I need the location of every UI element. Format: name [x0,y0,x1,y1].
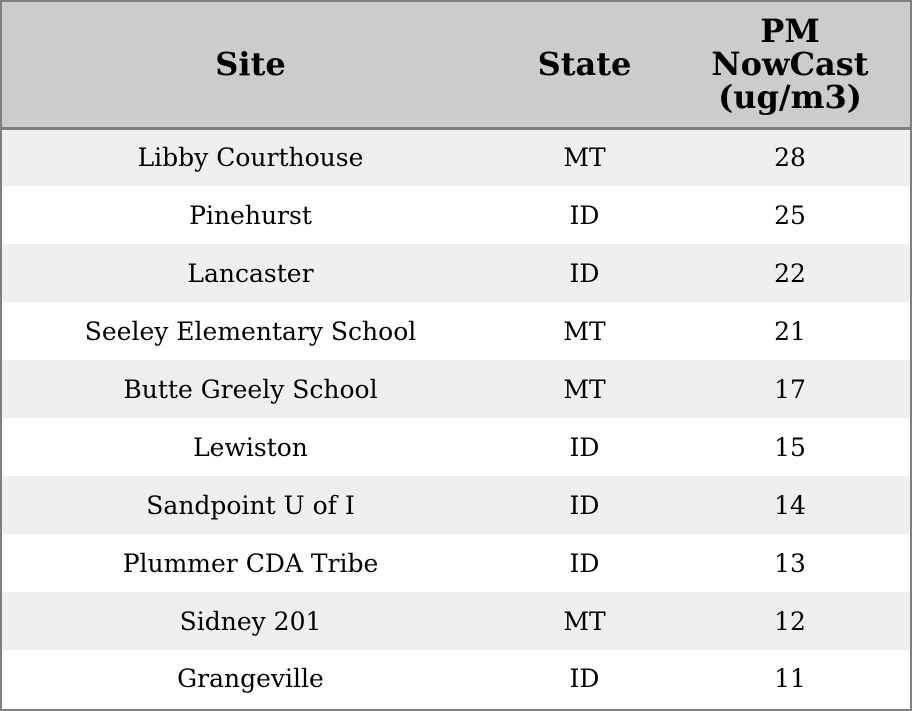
pm-nowcast-table [2,2,910,707]
state-cell: MT [563,143,606,173]
pm-header-line-1: PM [760,11,820,50]
pm-nowcast-cell: 22 [774,258,806,288]
site-cell: Grangeville [177,664,324,693]
state-cell: ID [569,548,600,578]
state-cell: ID [569,258,600,288]
table-body [2,128,910,707]
table-row [2,360,910,418]
state-cell: ID [569,200,600,230]
column-header-site: Site [2,2,499,128]
state-cell: MT [563,606,606,636]
pm-nowcast-cell: 11 [774,664,806,693]
site-cell: Butte Greely School [123,374,378,404]
site-cell: Pinehurst [189,200,312,230]
pm-nowcast-cell: 13 [774,548,806,578]
pm-nowcast-cell: 25 [774,200,806,230]
state-cell: MT [563,316,606,346]
pm-nowcast-cell: 17 [774,374,806,404]
table-row [2,592,910,650]
state-cell: ID [569,490,600,520]
pm-nowcast-cell: 12 [774,606,806,636]
site-cell: Lewiston [193,432,308,462]
table-row [2,534,910,592]
table-header [2,2,910,128]
pm-nowcast-cell: 28 [774,143,806,173]
table-row [2,244,910,302]
table-row [2,186,910,244]
table-row [2,302,910,360]
state-cell: MT [563,374,606,404]
pm-header-line-2: NowCast [711,44,869,83]
table-row [2,418,910,476]
site-cell: Plummer CDA Tribe [122,548,379,578]
site-cell: Sidney 201 [179,606,322,636]
column-header-pm-nowcast [670,2,910,128]
site-cell: Lancaster [187,258,314,288]
state-cell: ID [569,664,600,693]
pm-nowcast-cell: 14 [774,490,806,520]
pm-nowcast-cell: 15 [774,432,806,462]
pm-header-line-3: (ug/m3) [718,77,862,116]
table-row [2,476,910,534]
state-cell: ID [569,432,600,462]
site-cell: Libby Courthouse [137,143,364,173]
table-row [2,650,910,707]
pm-nowcast-cell: 21 [774,316,806,346]
site-cell: Seeley Elementary School [84,316,417,346]
table-row [2,128,910,186]
column-header-state: State [499,2,670,128]
site-cell: Sandpoint U of I [146,490,355,520]
header-row [2,2,910,128]
